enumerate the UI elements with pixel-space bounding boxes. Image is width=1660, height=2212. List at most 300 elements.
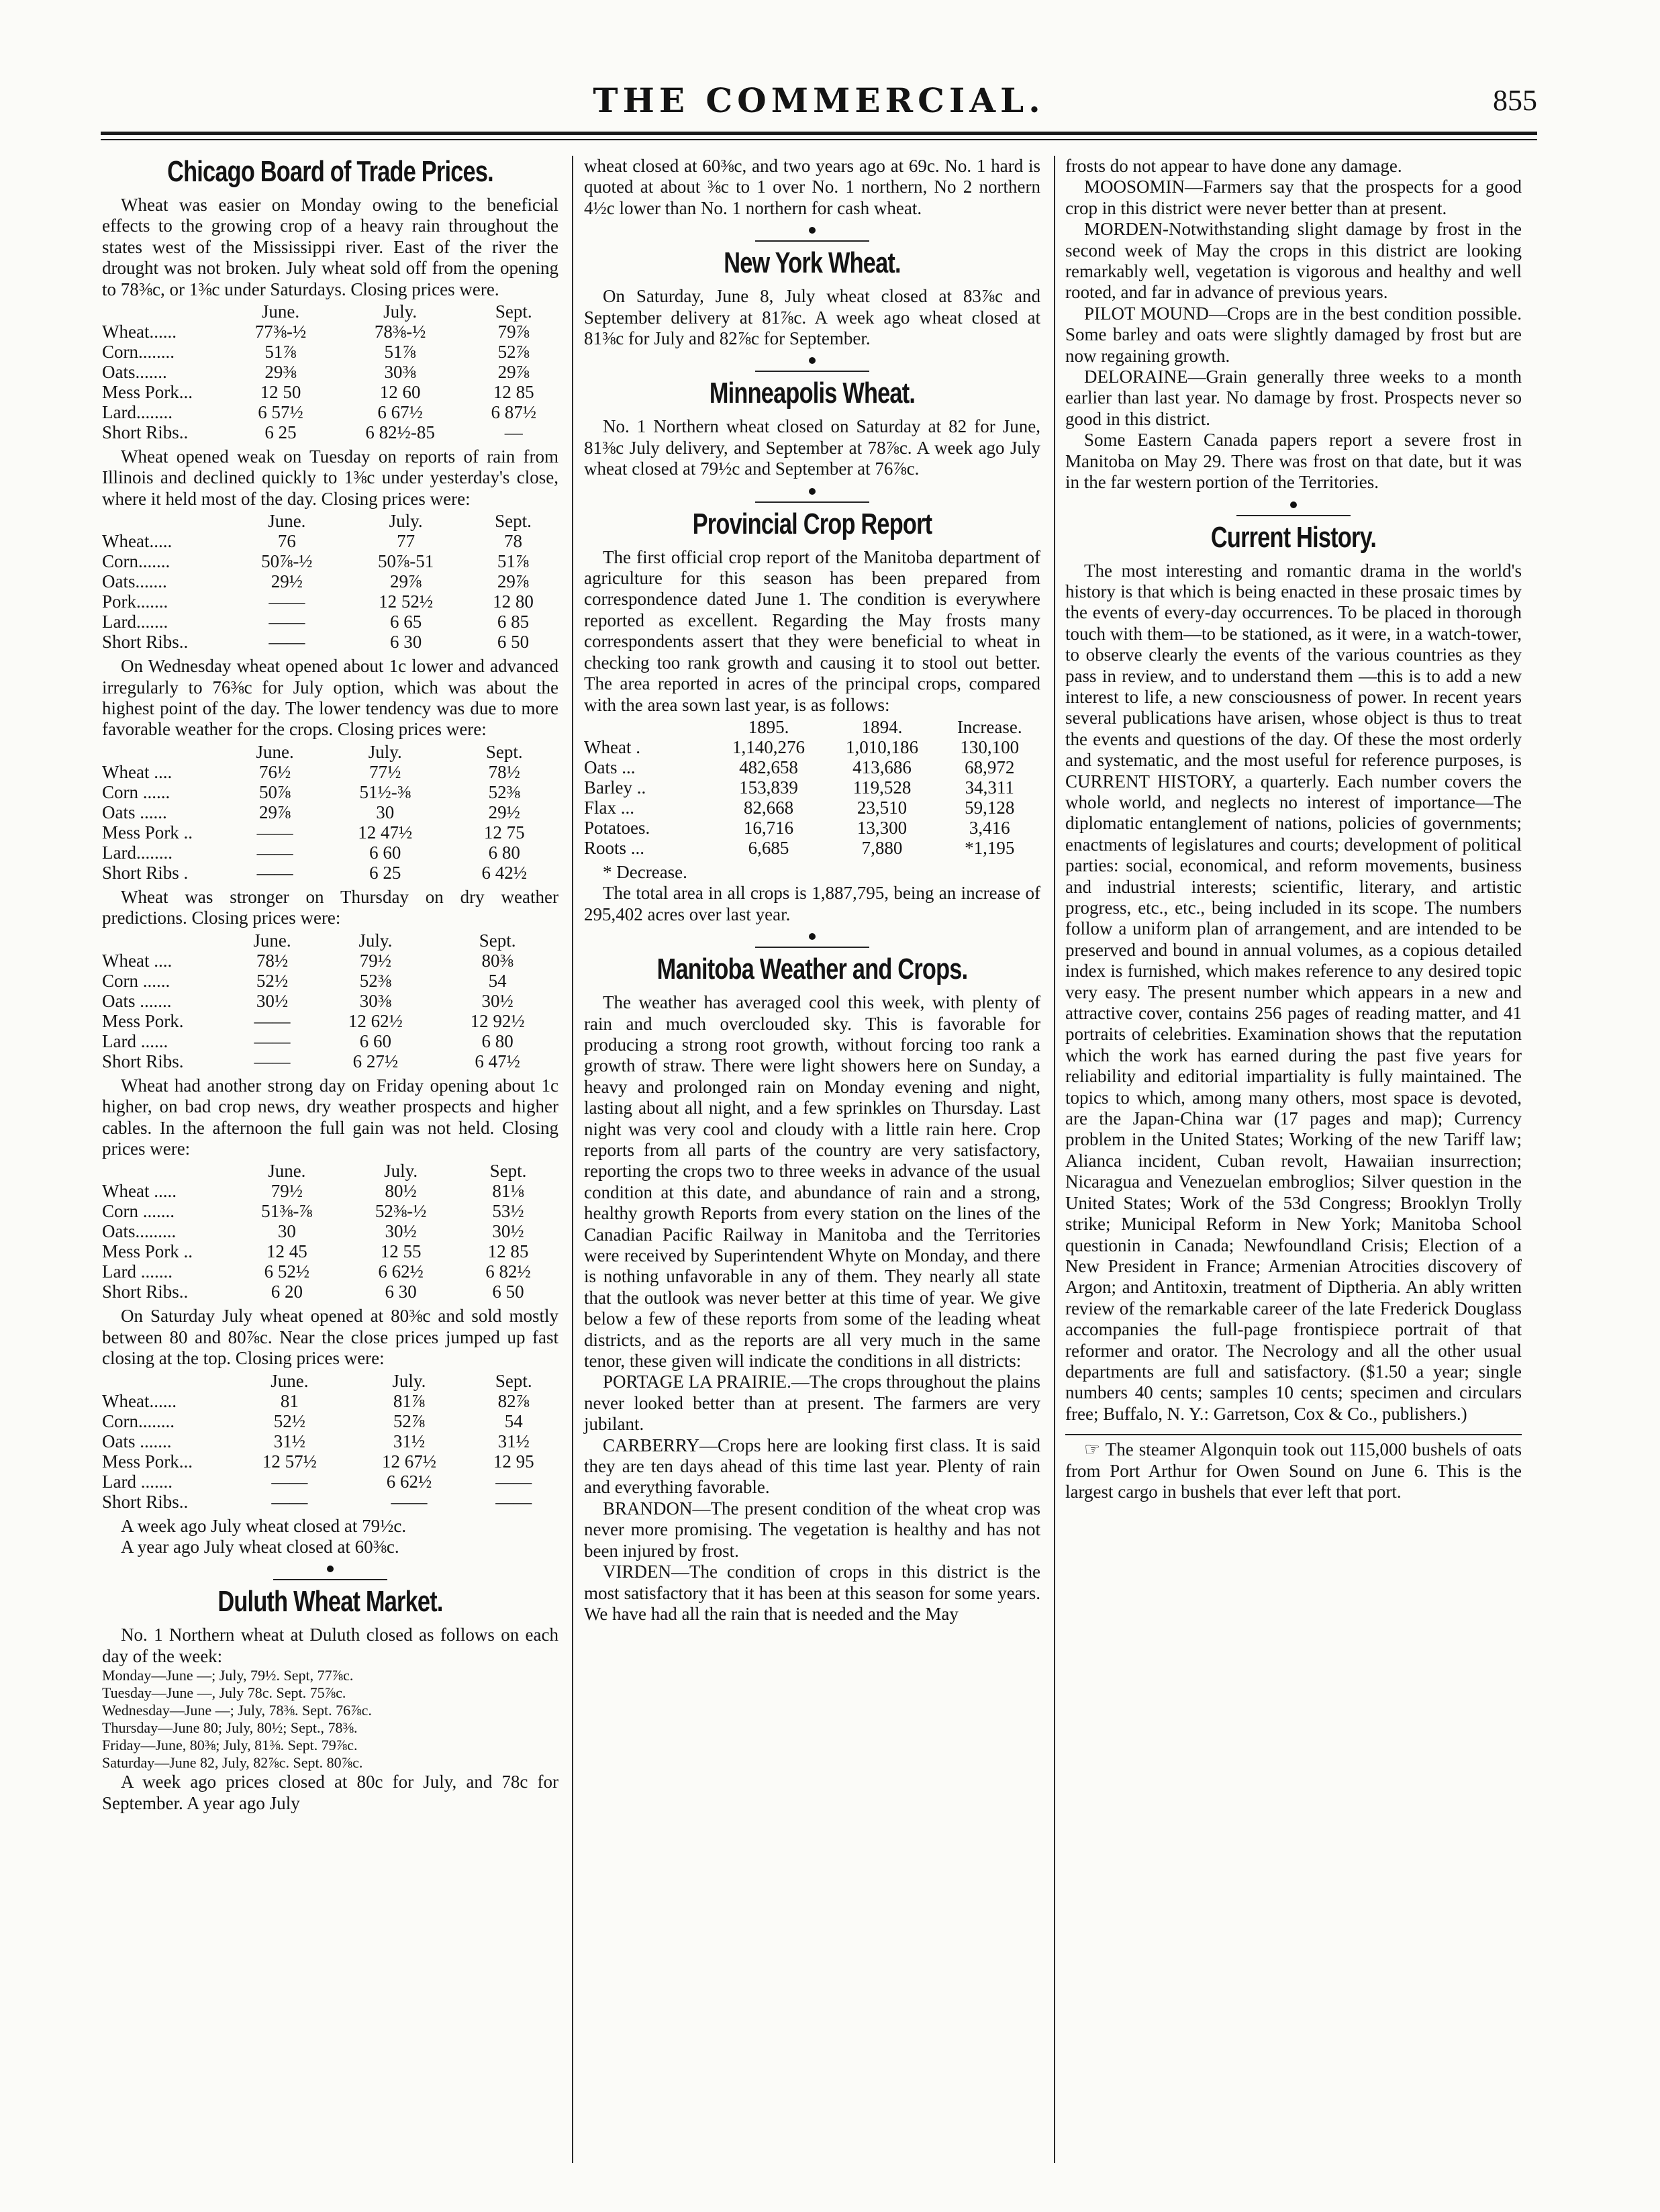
paragraph: A year ago July wheat closed at 60⅜c. — [121, 1536, 399, 1557]
table-cell: 12 55 — [380, 1241, 422, 1262]
table-row — [102, 1031, 558, 1051]
article-heading: Chicago Board of Trade Prices. — [167, 155, 493, 188]
table-cell: 6 62½ — [378, 1261, 424, 1282]
paragraph: Wheat was easier on Monday owing to the beneficial effects to the growing crop of a heavy rain throughout the states west of the Mississippi river. East of the river the drought was not broken. July wheat sold off from the opening to 78⅜c, or 1⅜c under Saturdays. Closing prices were. — [102, 195, 558, 299]
row-label: Corn ...... — [102, 970, 170, 991]
row-label: Corn....... — [102, 551, 170, 572]
table-cell: 68,972 — [965, 757, 1015, 777]
table-cell: 34,311 — [965, 777, 1014, 798]
list-item: Saturday—June 82, July, 82⅞c. Sept. 80⅞c. — [102, 1754, 363, 1772]
row-label: Corn........ — [102, 342, 175, 363]
table-cell: 6 87½ — [491, 402, 536, 423]
table-cell: 6 42½ — [481, 862, 528, 883]
row-label: Short Ribs.. — [102, 422, 189, 443]
table-row — [102, 1261, 558, 1282]
table-row — [102, 863, 558, 883]
row-label: Oats....... — [102, 571, 167, 592]
column-header: June. — [256, 741, 294, 762]
table-cell: 12 67½ — [381, 1451, 436, 1472]
column-header — [102, 742, 230, 762]
district-name: DELORAINE — [1084, 367, 1188, 387]
paragraph: A week ago prices closed at 80c for July, and 78c for September. A year ago July — [102, 1772, 558, 1813]
table-row — [584, 737, 1040, 757]
column-header: July. — [389, 511, 423, 532]
district-report — [1065, 177, 1522, 219]
table-cell: 6 52½ — [264, 1261, 310, 1282]
column-header: Sept. — [479, 930, 516, 951]
table-row — [102, 1201, 558, 1221]
table-cell: 16,716 — [743, 817, 794, 838]
paragraph: The most interesting and romantic drama in the world's history is that which is being enacted in these prosaic times by the events of every-day occurrences. To be placed in thorough touch with them—to be stationed, as it were, in a watch-tower, to observe clearly the events of the various countries as they pass in review, and to understand them —this is to add a new interest to life, a new consciousness of power. In recent years several publications have arisen, whose object is thus to treat the events and questions of the day. Of these the most orderly and systematic, and the most useful for reference purposes, is CURRENT HISTORY, a quarterly. Each number covers the whole world, and neglects no interest of importance—The diplomatic entanglement of nations, policies of governments; enactments of legislatures and courts; development of political parties: social, economical, and reform movements, business and industrial interests; scientific, literary, and artistic progress, etc., etc., being included in its scope. The numbers follow a uniform plan of arrangement, and are intended to be preserved and bound in annual volumes, as a copious detailed index is furnished, which makes reference to any desired topic very easy. The present number which appears in a new and attractive cover, contains 256 pages of reading matter, and 41 portraits of celebrities. Examination shows that the reputation which the work has earned during the past five years for reliability and editorial impartiality is fully maintained. The topics to which, among many others, most space is devoted, are the Japan-China war (17 pages and map); Currency problem in the United States; Working of the new Tariff law; Alianca incident, Cuban revolt, Hawaiian insurrection; Nicaragua and Venezuelan embroglios; Silver question in the United States; Work of the 53d Congress; Brooklyn Trolly strike; Municipal Reform in New York; Manitoba School questionin in Canada; Newfoundland Crisis; Election of a New President in France; Armenian Atrocities discovery of Argon; and Antitoxin, treatment of Diptheria. An ably written review of the remarkable career of the late Frederick Douglass accompanies the full-page frontispiece portrait of that reformer and orator. The Necrology and all the other usual departments are full and satisfactory. ($1.50 a year; single numbers 40 cents; samples 10 cents; specimen and circulars free; Buffalo, N. Y.: Garretson, Cox & Co., publishers.) — [1065, 560, 1522, 1424]
row-label: Potatoes. — [584, 817, 650, 838]
table-cell: 6 50 — [492, 1282, 524, 1302]
table-row — [102, 1391, 558, 1411]
table-cell: 79½ — [359, 950, 392, 971]
price-table-wednesday — [102, 742, 558, 883]
row-label: Short Ribs.. — [102, 1491, 189, 1512]
column-header: July. — [392, 1370, 426, 1391]
table-cell: —— — [256, 822, 293, 843]
page-number: 855 — [1493, 84, 1537, 117]
table-cell: 30½ — [385, 1221, 417, 1242]
column-2 — [584, 156, 1040, 1625]
table-cell: 29⅞ — [390, 571, 422, 592]
article-heading: New York Wheat. — [724, 246, 901, 280]
table-cell: 12 52½ — [379, 591, 434, 612]
row-label: Wheat . — [584, 736, 640, 757]
column-header: Sept. — [495, 511, 532, 532]
table-header-row — [102, 1371, 558, 1391]
column-header: Sept. — [495, 1370, 532, 1391]
row-label: Lard........ — [102, 842, 173, 863]
table-cell: 6 62½ — [386, 1471, 432, 1492]
column-header: June. — [253, 930, 291, 951]
table-cell: 6 25 — [264, 422, 297, 443]
row-label: Oats ... — [584, 757, 636, 777]
row-label: Oats....... — [102, 362, 167, 383]
price-table-tuesday — [102, 511, 558, 652]
table-row — [584, 798, 1040, 818]
list-item: Friday—June, 80⅜; July, 81⅜. Sept. 79⅞c. — [102, 1737, 358, 1754]
district-report — [584, 1561, 1040, 1625]
duluth-daily-list — [102, 1667, 558, 1772]
table-row — [102, 1411, 558, 1431]
table-cell: 6 65 — [390, 612, 422, 632]
table-row — [102, 971, 558, 991]
row-label: Oats ....... — [102, 1431, 172, 1451]
district-text: —Grain generally three weeks to a month earlier than last year. No damage by frost. Prospects never so good in this district. — [1065, 367, 1522, 429]
table-cell: —— — [256, 842, 293, 863]
table-cell: 1,010,186 — [846, 736, 919, 757]
table-cell: 52½ — [256, 970, 289, 991]
paragraph: The weather has averaged cool this week, with plenty of rain and much overclouded sky. This is favorable for producing a strong root growth, without forcing too rank a growth of straw. There were light showers here on Sunday, a heavy and prolonged rain on Monday evening and night, lasting about all night, and a few sprinkles on Thursday. Last night was very cool and cloudy with a little rain here. Crop reports from all parts of the country are very satisfactory, reporting the crops two to three weeks in advance of the usual condition at this date, and abundance of rain and a strong, healthy growth Reports from every station on the lines of the Canadian Pacific Railway in Manitoba and the Territories were received by Superintendent Whyte on Monday, and there is nothing unfavorable in any of them. They nearly all state that the outlook was never better at this time of year. We give below a few of these reports from some of the leading wheat districts, and as the reports are all very much in the same tenor, these given will indicate the conditions in all districts: — [584, 992, 1040, 1372]
row-label: Lard ....... — [102, 1261, 173, 1282]
table-row — [102, 1051, 558, 1071]
table-row — [102, 802, 558, 822]
table-cell: 80⅜ — [481, 950, 514, 971]
table-row — [102, 1282, 558, 1302]
table-cell: 30 — [277, 1221, 296, 1242]
row-label: Corn ...... — [102, 781, 170, 802]
table-row — [102, 782, 558, 802]
table-row — [102, 402, 558, 422]
row-label: Barley .. — [584, 777, 646, 798]
district-report — [1065, 367, 1522, 430]
header-rule-thin — [101, 139, 1537, 140]
row-label: Oats ...... — [102, 802, 167, 822]
article-heading: Duluth Wheat Market. — [217, 1585, 443, 1619]
table-cell: 30½ — [256, 990, 289, 1011]
row-label: Short Ribs . — [102, 862, 189, 883]
table-cell: 52⅞ — [393, 1410, 426, 1431]
table-row — [102, 762, 558, 782]
column-header: July. — [383, 301, 418, 322]
column-divider — [572, 156, 573, 2163]
table-cell: —— — [268, 591, 305, 612]
column-header — [102, 1161, 230, 1181]
section-separator — [584, 487, 1040, 497]
table-cell: —— — [495, 1491, 532, 1512]
row-label: Corn ....... — [102, 1201, 175, 1222]
table-cell: 81⅞ — [393, 1390, 426, 1411]
table-cell: 6 60 — [369, 842, 401, 863]
table-cell: 51⅞ — [497, 551, 530, 572]
table-cell: —— — [256, 862, 293, 883]
table-row — [584, 838, 1040, 858]
table-cell: 119,528 — [852, 777, 912, 798]
table-cell: —— — [271, 1491, 308, 1512]
district-report — [584, 1435, 1040, 1498]
column-header: Sept. — [495, 301, 532, 322]
table-cell: 77½ — [369, 761, 401, 782]
article-heading: Minneapolis Wheat. — [709, 377, 916, 410]
table-cell: 482,658 — [739, 757, 798, 777]
table-cell: 6 67½ — [377, 402, 423, 423]
table-cell: 6,685 — [748, 837, 789, 858]
district-text: —Crops are in the best condition possible. Some barley and oats were slightly damaged by frost but are now regaining growth. — [1065, 303, 1522, 366]
table-row — [102, 1431, 558, 1451]
table-cell: 50⅞-51 — [378, 551, 434, 572]
shipping-note: ☞ The steamer Algonquin took out 115,000 bushels of oats from Port Arthur for Owen Sound on June 6. This is the largest cargo in bushels that ever left that port. — [1065, 1434, 1522, 1502]
table-cell: 12 75 — [483, 822, 525, 843]
list-item: Thursday—June 80; July, 80½; Sept., 78⅜. — [102, 1719, 358, 1737]
table-cell: 31½ — [393, 1431, 426, 1451]
table-cell: 6 85 — [497, 612, 530, 632]
table-row — [584, 777, 1040, 798]
table-row — [102, 1492, 558, 1512]
table-cell: 6 25 — [369, 862, 401, 883]
table-cell: 6 30 — [390, 632, 422, 653]
row-label: Mess Pork .. — [102, 822, 193, 843]
table-cell: 6 50 — [497, 632, 530, 653]
table-cell: 77⅜-½ — [254, 322, 307, 342]
table-header-row — [102, 301, 558, 322]
table-cell: —— — [254, 1030, 291, 1051]
table-cell: 6 82½-85 — [365, 422, 435, 443]
paragraph: On Wednesday wheat opened about 1c lower and advanced irregularly to 76⅜c for July option, which was about the highest point of the day. The lower tendency was due to more favorable weather for the crops. Closing prices were: — [102, 656, 558, 740]
column-header: 1895. — [748, 716, 789, 737]
table-cell: 51⅞ — [384, 342, 416, 363]
column-header — [584, 717, 712, 737]
row-label: Lard........ — [102, 402, 173, 423]
table-cell: 29½ — [488, 802, 520, 822]
table-cell: 6 80 — [481, 1030, 514, 1051]
table-header-row — [102, 511, 558, 531]
table-cell: 30½ — [492, 1221, 524, 1242]
column-1 — [102, 156, 558, 1814]
table-cell: 12 92½ — [470, 1010, 525, 1031]
district-text: —The crops throughout the plains never looked better than at present. The farmers are very jubilant. — [584, 1372, 1040, 1435]
paragraph: On Saturday, June 8, July wheat closed at 83⅞c and September delivery at 81⅞c. A week ago wheat closed at 81⅜c for July and 82⅞c for September. — [584, 286, 1040, 349]
table-row — [584, 818, 1040, 838]
table-cell: 12 80 — [493, 591, 534, 612]
district-name: MOOSOMIN — [1084, 177, 1185, 197]
table-header-row — [584, 717, 1040, 737]
masthead — [101, 79, 1537, 126]
table-cell: 413,686 — [852, 757, 912, 777]
table-cell: 12 85 — [487, 1241, 529, 1262]
district-report — [584, 1498, 1040, 1561]
table-header-row — [102, 1161, 558, 1181]
table-row — [102, 322, 558, 342]
paragraph: The first official crop report of the Manitoba department of agriculture for this season has been prepared from correspondence dated June 1. The condition is everywhere reported as excellent. Regarding the May frosts many correspondents assert that they were beneficial to wheat in checking too rank growth and causing it to stool out better. The area reported in acres of the principal crops, compared with the area sown last year, is as follows: — [584, 546, 1040, 715]
district-name: VIRDEN — [603, 1561, 671, 1582]
table-cell: 6 30 — [385, 1282, 417, 1302]
table-header-row — [102, 742, 558, 762]
district-name: PILOT MOUND — [1084, 303, 1209, 324]
column-header: Sept. — [489, 1161, 527, 1182]
row-label: Wheat .... — [102, 950, 173, 971]
row-label: Lard....... — [102, 612, 168, 632]
table-cell: 12 57½ — [262, 1451, 317, 1472]
table-cell: 6 47½ — [475, 1051, 520, 1071]
column-header — [102, 1371, 230, 1391]
table-cell: 78⅜-½ — [374, 322, 426, 342]
table-cell: 52½ — [273, 1410, 306, 1431]
table-row — [102, 843, 558, 863]
list-item: Monday—June —; July, 79½. Sept, 77⅞c. — [102, 1667, 354, 1684]
table-cell: 52⅜-½ — [375, 1201, 427, 1222]
table-cell: 23,510 — [857, 797, 908, 818]
table-cell: 54 — [488, 970, 507, 991]
column-header: July. — [358, 930, 393, 951]
table-cell: 51½-⅜ — [359, 781, 411, 802]
column-header — [102, 301, 230, 322]
paragraph: No. 1 Northern wheat at Duluth closed as follows on each day of the week: — [102, 1625, 558, 1666]
table-cell: 6 82½ — [485, 1261, 531, 1282]
paragraph: Wheat had another strong day on Friday opening about 1c higher, on bad crop news, dry weather prospects and higher cables. In the afternoon the full gain was not held. Closing prices were: — [102, 1075, 558, 1159]
crop-area-table — [584, 717, 1040, 858]
district-text: —Crops here are looking first class. It is said they are ten days ahead of this time last year. Plenty of rain and everything favorable. — [584, 1435, 1040, 1498]
row-label: Wheat .... — [102, 761, 173, 782]
table-cell: 82⅞ — [497, 1390, 530, 1411]
row-label: Pork....... — [102, 591, 168, 612]
table-cell: 29⅞ — [497, 571, 530, 592]
paragraph: wheat closed at 60⅜c, and two years ago at 69c. No. 1 hard is quoted at about ⅜c to 1 over No. 1 northern, No 2 northern 4½c lower than No. 1 northern for cash wheat. — [584, 156, 1040, 218]
table-cell: 78½ — [488, 761, 520, 782]
section-separator — [584, 932, 1040, 943]
table-header-row — [102, 930, 558, 951]
table-cell: —— — [268, 612, 305, 632]
row-label: Corn........ — [102, 1410, 175, 1431]
table-cell: 12 45 — [266, 1241, 307, 1262]
row-label: Wheat..... — [102, 531, 173, 552]
column-header: 1894. — [861, 716, 903, 737]
row-label: Mess Pork... — [102, 382, 193, 403]
header-rule — [101, 132, 1537, 135]
table-cell: 76½ — [259, 761, 291, 782]
row-label: Mess Pork... — [102, 1451, 193, 1472]
table-cell: 29⅞ — [497, 362, 530, 383]
section-separator — [584, 226, 1040, 236]
column-header: July. — [384, 1161, 418, 1182]
paragraph: frosts do not appear to have done any damage. — [1065, 156, 1402, 176]
table-cell: 3,416 — [969, 817, 1010, 838]
table-row — [102, 571, 558, 591]
column-3 — [1065, 156, 1522, 1502]
table-cell: 12 50 — [260, 382, 301, 403]
table-cell: 130,100 — [960, 736, 1020, 757]
table-row — [102, 551, 558, 571]
table-cell: —— — [391, 1491, 428, 1512]
table-cell: 1,140,276 — [732, 736, 805, 757]
table-row — [102, 1011, 558, 1031]
paragraph: Wheat opened weak on Tuesday on reports of rain from Illinois and declined quickly to 1⅜c under yesterday's close, where it held most of the day. Closing prices were: — [102, 446, 558, 509]
table-cell: 6 20 — [271, 1282, 303, 1302]
table-cell: 52⅜ — [359, 970, 392, 991]
district-report — [1065, 219, 1522, 303]
table-row — [102, 822, 558, 843]
table-cell: 153,839 — [739, 777, 798, 798]
table-row — [102, 382, 558, 402]
price-table-monday — [102, 301, 558, 442]
district-text: —Farmers say that the prospects for a good crop in this district were never better than at present. — [1065, 177, 1522, 218]
table-row — [102, 1472, 558, 1492]
table-cell: 6 80 — [488, 842, 520, 863]
column-header: Sept. — [485, 741, 523, 762]
table-row — [102, 612, 558, 632]
column-header — [102, 930, 230, 951]
table-row — [102, 531, 558, 551]
column-header: June. — [261, 301, 300, 322]
table-cell: 76 — [277, 531, 296, 552]
column-header: June. — [271, 1370, 309, 1391]
footnote: * Decrease. — [603, 861, 687, 882]
table-cell: 78½ — [256, 950, 289, 971]
table-cell: 82,668 — [743, 797, 794, 818]
table-cell: 30 — [376, 802, 395, 822]
table-cell: 54 — [504, 1410, 523, 1431]
table-cell: 12 47½ — [358, 822, 413, 843]
article-heading: Current History. — [1210, 520, 1377, 554]
table-cell: 78 — [504, 531, 523, 552]
section-separator — [584, 356, 1040, 367]
table-cell: 81 — [280, 1390, 299, 1411]
table-row — [102, 362, 558, 382]
district-text: —The condition of crops in this district is the most satisfactory that it has been at this season for some years. We have had all the rain that is needed and the May — [584, 1561, 1040, 1624]
table-cell: 30⅜ — [359, 990, 392, 1011]
row-label: Roots ... — [584, 837, 645, 858]
table-cell: 12 85 — [493, 382, 534, 403]
table-cell: 30½ — [481, 990, 514, 1011]
table-cell: 31½ — [497, 1431, 530, 1451]
table-cell: 79½ — [271, 1181, 303, 1202]
table-cell: 53½ — [492, 1201, 524, 1222]
district-name: MORDEN — [1084, 219, 1163, 240]
paragraph: Some Eastern Canada papers report a severe frost in Manitoba on May 29. There was frost on that date, but it was in the far western portion of the Territories. — [1065, 430, 1522, 493]
district-text: -Notwithstanding slight damage by frost in the second week of May the crops in this district are looking remarkably well, vegetation is vigorous and healthy and well rooted, and far in advance of previous years. — [1065, 219, 1522, 303]
row-label: Short Ribs.. — [102, 632, 189, 653]
table-cell: 52⅞ — [497, 342, 530, 363]
column-divider — [1054, 156, 1055, 2163]
table-cell: 12 60 — [379, 382, 421, 403]
table-cell: 52⅜ — [488, 781, 520, 802]
table-row — [102, 1241, 558, 1261]
price-table-friday — [102, 1161, 558, 1302]
column-header: Increase. — [957, 716, 1022, 737]
table-cell: 29⅞ — [259, 802, 291, 822]
table-cell: 51⅜-⅞ — [261, 1201, 313, 1222]
table-cell: 6 57½ — [258, 402, 303, 423]
district-name: PORTAGE LA PRAIRIE. — [603, 1372, 791, 1392]
table-cell: 6 27½ — [352, 1051, 399, 1071]
price-table-thursday — [102, 930, 558, 1071]
table-cell: —— — [254, 1010, 291, 1031]
table-row — [102, 591, 558, 612]
column-header — [102, 511, 230, 531]
row-label: Mess Pork. — [102, 1010, 184, 1031]
table-cell: 12 62½ — [348, 1010, 403, 1031]
table-row — [102, 991, 558, 1011]
newspaper-title: THE COMMERCIAL. — [593, 81, 1045, 120]
table-cell: 50⅞ — [259, 781, 291, 802]
row-label: Oats......... — [102, 1221, 177, 1242]
row-label: Flax ... — [584, 797, 635, 818]
column-header: June. — [268, 1161, 306, 1182]
table-cell: 59,128 — [965, 797, 1015, 818]
section-separator — [102, 1564, 558, 1575]
article-heading: Provincial Crop Report — [692, 507, 932, 540]
district-report — [584, 1372, 1040, 1435]
district-name: CARBERRY — [603, 1435, 700, 1455]
table-cell: 29½ — [271, 571, 303, 592]
paragraph: A week ago July wheat closed at 79½c. — [121, 1515, 407, 1536]
row-label: Short Ribs.. — [102, 1282, 189, 1302]
table-row — [102, 1221, 558, 1241]
row-label: Wheat ..... — [102, 1181, 177, 1202]
district-report — [1065, 303, 1522, 367]
table-cell: 30⅜ — [384, 362, 416, 383]
row-label: Wheat...... — [102, 1390, 177, 1411]
table-row — [584, 757, 1040, 777]
list-item: Tuesday—June —, July 78c. Sept. 75⅞c. — [102, 1684, 346, 1702]
paragraph: On Saturday July wheat opened at 80⅜c and sold mostly between 80 and 80⅞c. Near the close prices jumped up fast closing at the top. Closing prices were: — [102, 1306, 558, 1369]
column-header: June. — [268, 511, 306, 532]
table-row — [102, 951, 558, 971]
table-cell: 80½ — [385, 1181, 417, 1202]
article-heading: Manitoba Weather and Crops. — [656, 953, 968, 986]
table-cell: 79⅞ — [497, 322, 530, 342]
table-cell: *1,195 — [965, 837, 1015, 858]
table-row — [102, 632, 558, 652]
row-label: Mess Pork .. — [102, 1241, 193, 1262]
column-header: July. — [368, 741, 402, 762]
table-row — [102, 422, 558, 442]
table-cell: 29⅜ — [264, 362, 297, 383]
price-table-saturday — [102, 1371, 558, 1512]
row-label: Oats ....... — [102, 990, 172, 1011]
table-row — [102, 1181, 558, 1201]
